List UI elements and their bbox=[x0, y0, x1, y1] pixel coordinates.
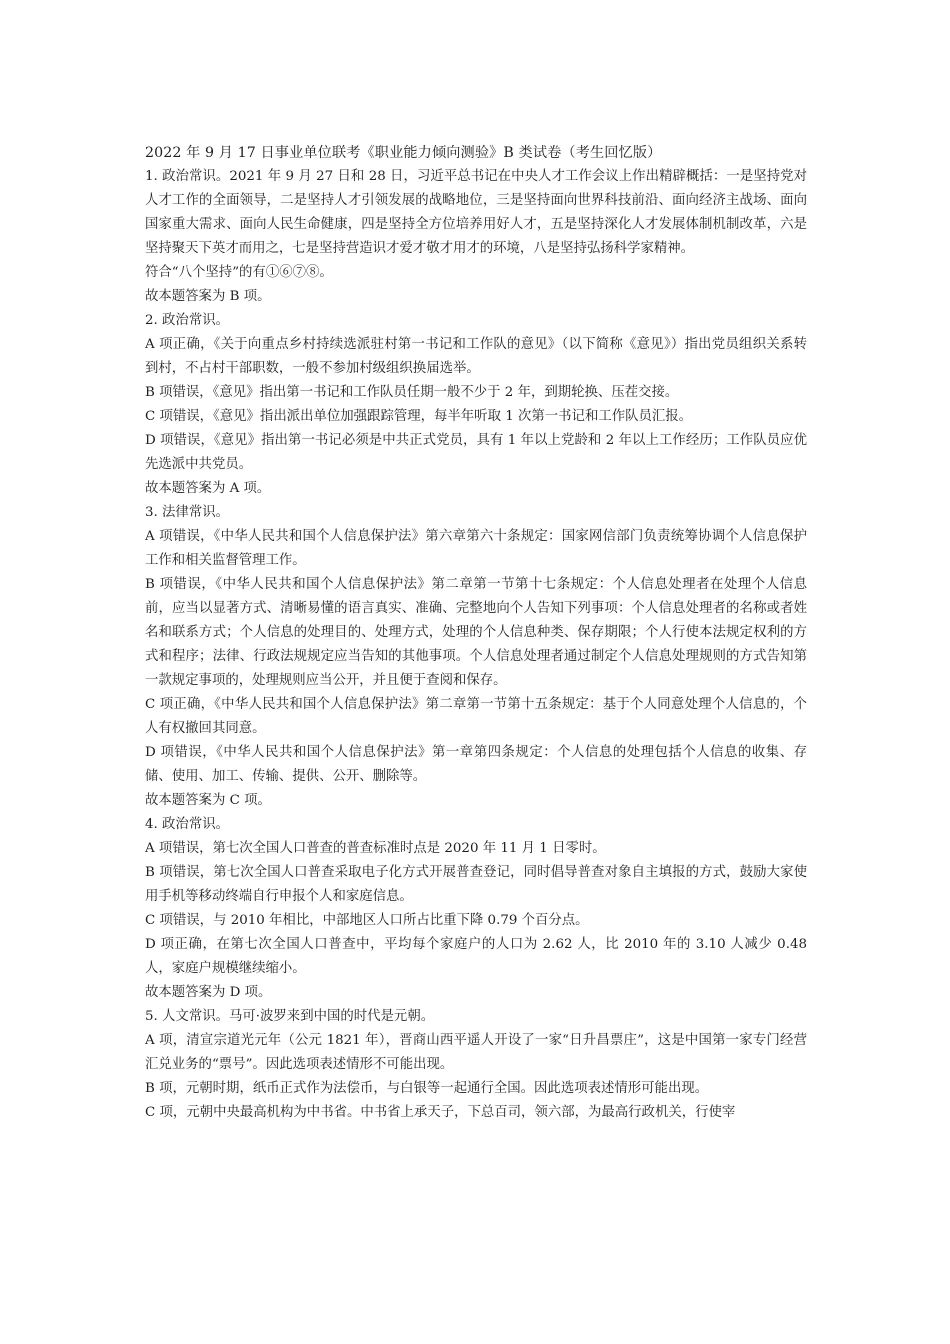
q3-option-b: B 项错误，《中华人民共和国个人信息保护法》第二章第一节第十七条规定：个人信息处理者在处理个人信息前，应当以显著方式、清晰易懂的语言真实、准确、完整地向个人告知下列事项：个人信息处理者的名称或者姓名和联系方式；个人信息的处理目的、处理方式，处理的个人信息种类、保存期限；个人行使本法规定权利的方式和程序；法律、行政法规规定应当告知的其他事项。个人信息处理者通过制定个人信息处理规则的方式告知第一款规定事项的，处理规则应当公开，并且便于查阅和保存。 bbox=[145, 577, 807, 688]
q4-answer: 故本题答案为 D 项。 bbox=[145, 985, 272, 1000]
q3-answer: 故本题答案为 C 项。 bbox=[145, 793, 271, 808]
q2-option-a: A 项正确，《关于向重点乡村持续选派驻村第一书记和工作队的意见》（以下简称《意见》）指出党员组织关系转到村，不占村干部职数，一般不参加村级组织换届选举。 bbox=[145, 337, 807, 376]
q5-option-a: A 项，清宣宗道光元年（公元 1821 年），晋商山西平遥人开设了一家“日升昌票庄”，这是中国第一家专门经营汇兑业务的“票号”。因此选项表述情形不可能出现。 bbox=[145, 1033, 807, 1072]
q2-option-c: C 项错误，《意见》指出派出单位加强跟踪管理，每半年听取 1 次第一书记和工作队员汇报。 bbox=[145, 409, 693, 424]
q3-heading: 3. 法律常识。 bbox=[145, 505, 229, 520]
q2-answer: 故本题答案为 A 项。 bbox=[145, 481, 271, 496]
q4-option-d: D 项正确，在第七次全国人口普查中，平均每个家庭户的人口为 2.62 人，比 2010 年的 3.10 人减少 0.48 人，家庭户规模继续缩小。 bbox=[145, 937, 807, 976]
q4-option-b: B 项错误，第七次全国人口普查采取电子化方式开展普查登记，同时倡导普查对象自主填报的方式，鼓励大家使用手机等移动终端自行申报个人和家庭信息。 bbox=[145, 865, 807, 904]
q3-option-a: A 项错误，《中华人民共和国个人信息保护法》第六章第六十条规定：国家网信部门负责统筹协调个人信息保护工作和相关监督管理工作。 bbox=[145, 529, 807, 568]
q3-option-d: D 项错误，《中华人民共和国个人信息保护法》第一章第四条规定：个人信息的处理包括个人信息的收集、存储、使用、加工、传输、提供、公开、删除等。 bbox=[145, 745, 807, 784]
q3-option-c: C 项正确，《中华人民共和国个人信息保护法》第二章第一节第十五条规定：基于个人同意处理个人信息的，个人有权撤回其同意。 bbox=[145, 697, 807, 736]
q5-option-b: B 项，元朝时期，纸币正式作为法偿币，与白银等一起通行全国。因此选项表述情形可能出现。 bbox=[145, 1081, 709, 1096]
q4-heading: 4. 政治常识。 bbox=[145, 817, 229, 832]
q4-option-a: A 项错误，第七次全国人口普查的普查标准时点是 2020 年 11 月 1 日零时。 bbox=[145, 841, 606, 856]
q1-answer: 故本题答案为 B 项。 bbox=[145, 289, 271, 304]
q1-match: 符合“八个坚持”的有①⑥⑦⑧。 bbox=[145, 265, 333, 280]
q5-option-c: C 项，元朝中央最高机构为中书省。中书省上承天子，下总百司，领六部，为最高行政机关，行使宰 bbox=[145, 1105, 736, 1120]
q2-heading: 2. 政治常识。 bbox=[145, 313, 229, 328]
q2-option-d: D 项错误，《意见》指出第一书记必须是中共正式党员，具有 1 年以上党龄和 2 年以上工作经历；工作队员应优先选派中共党员。 bbox=[145, 433, 807, 472]
document-page bbox=[145, 141, 807, 1125]
document-title: 2022 年 9 月 17 日事业单位联考《职业能力倾向测验》B 类试卷（考生回忆版） bbox=[145, 145, 662, 161]
q5-heading: 5. 人文常识。马可·波罗来到中国的时代是元朝。 bbox=[145, 1009, 435, 1024]
q1-heading: 1. 政治常识。2021 年 9 月 27 日和 28 日，习近平总书记在中央人才工作会议上作出精辟概括：一是坚持党对人才工作的全面领导，二是坚持人才引领发展的战略地位，三是坚持面向世界科技前沿、面向经济主战场、面向国家重大需求、面向人民生命健康，四是坚持全方位培养用好人才，五是坚持深化人才发展体制机制改革，六是坚持聚天下英才而用之，七是坚持营造识才爱才敬才用才的环境，八是坚持弘扬科学家精神。 bbox=[145, 169, 807, 256]
q4-option-c: C 项错误，与 2010 年相比，中部地区人口所占比重下降 0.79 个百分点。 bbox=[145, 913, 589, 928]
q2-option-b: B 项错误，《意见》指出第一书记和工作队员任期一般不少于 2 年，到期轮换、压茬交接。 bbox=[145, 385, 679, 400]
